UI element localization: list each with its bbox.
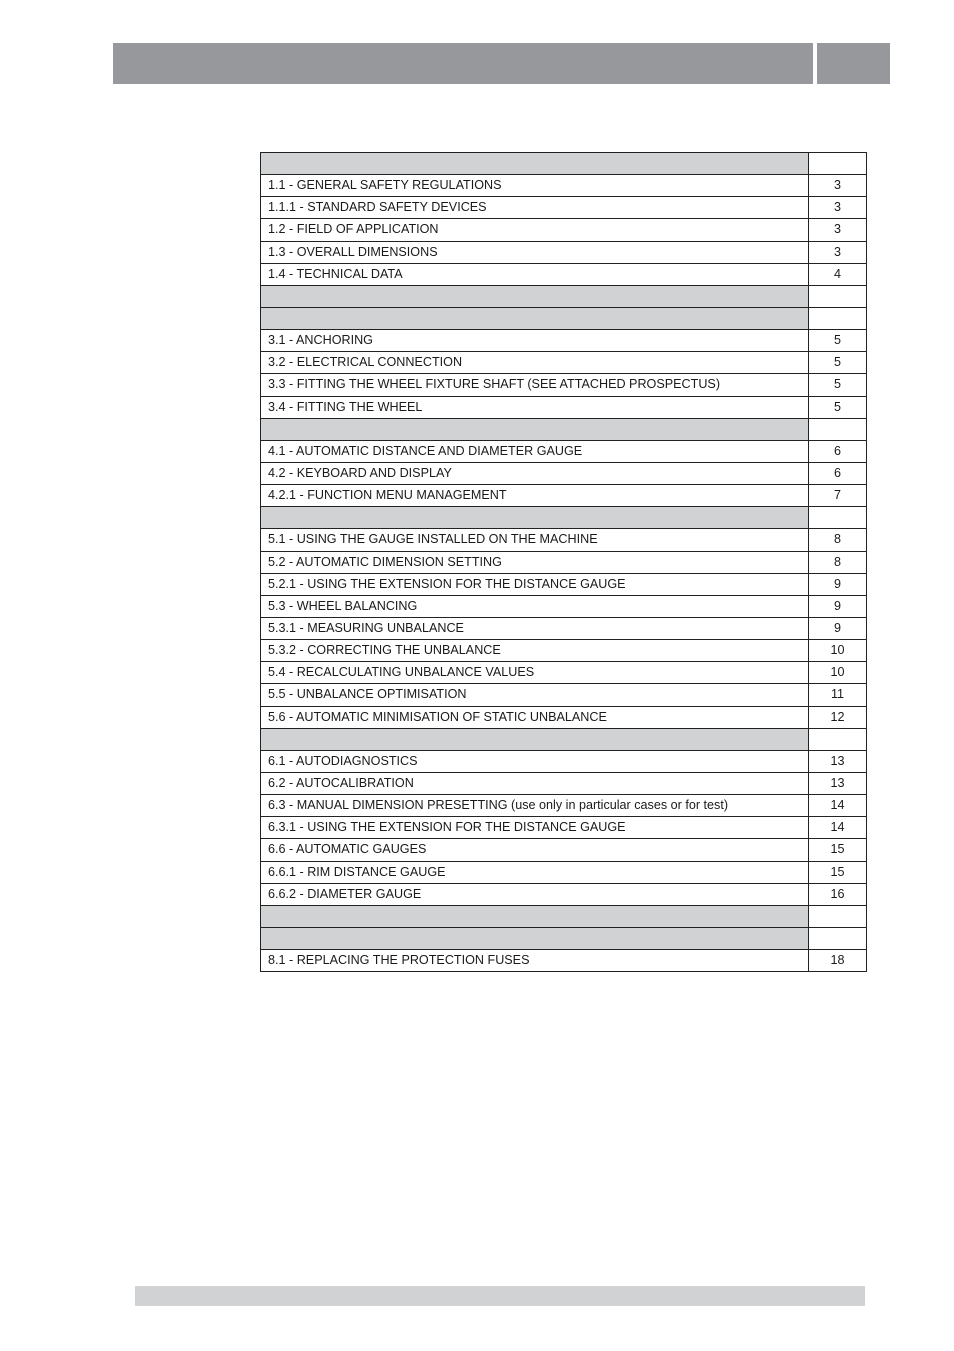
toc-section-row (261, 419, 867, 441)
toc-section-row (261, 153, 867, 175)
toc-section-title (261, 928, 809, 949)
toc-section-title (261, 419, 809, 440)
toc-page-number: 3 (809, 197, 867, 218)
toc-entry-row[interactable] (261, 197, 867, 219)
toc-page-number: 10 (809, 640, 867, 661)
toc-page-number: 10 (809, 662, 867, 683)
toc-entry-title: 5.1 - USING THE GAUGE INSTALLED ON THE MACHINE (261, 529, 809, 550)
toc-entry-row[interactable] (261, 950, 867, 972)
toc-page-number: 9 (809, 618, 867, 639)
toc-entry-row[interactable] (261, 529, 867, 551)
toc-entry-row[interactable] (261, 662, 867, 684)
toc-entry-title: 1.3 - OVERALL DIMENSIONS (261, 242, 809, 263)
toc-page-number: 5 (809, 330, 867, 351)
toc-entry-title: 5.2 - AUTOMATIC DIMENSION SETTING (261, 552, 809, 573)
toc-page-number: 14 (809, 817, 867, 838)
toc-entry-title: 1.1.1 - STANDARD SAFETY DEVICES (261, 197, 809, 218)
toc-entry-row[interactable] (261, 175, 867, 197)
toc-page-number: 6 (809, 441, 867, 462)
toc-entry-title: 6.6.2 - DIAMETER GAUGE (261, 884, 809, 905)
toc-entry-title: 5.3.2 - CORRECTING THE UNBALANCE (261, 640, 809, 661)
toc-section-row (261, 729, 867, 751)
toc-entry-row[interactable] (261, 552, 867, 574)
toc-entry-title: 6.3 - MANUAL DIMENSION PRESETTING (use only in particular cases or for test) (261, 795, 809, 816)
toc-entry-title: 4.2 - KEYBOARD AND DISPLAY (261, 463, 809, 484)
toc-entry-row[interactable] (261, 618, 867, 640)
toc-section-row (261, 286, 867, 308)
toc-page-number (809, 286, 867, 307)
toc-entry-title: 5.3 - WHEEL BALANCING (261, 596, 809, 617)
toc-entry-title: 5.2.1 - USING THE EXTENSION FOR THE DISTANCE GAUGE (261, 574, 809, 595)
toc-page-number: 5 (809, 374, 867, 395)
toc-page-number: 6 (809, 463, 867, 484)
toc-entry-row[interactable] (261, 219, 867, 241)
toc-section-title (261, 308, 809, 329)
table-of-contents (260, 152, 867, 972)
toc-entry-row[interactable] (261, 817, 867, 839)
header-bar (113, 43, 813, 84)
toc-entry-title: 6.6 - AUTOMATIC GAUGES (261, 839, 809, 860)
toc-entry-title: 4.1 - AUTOMATIC DISTANCE AND DIAMETER GAUGE (261, 441, 809, 462)
toc-section-title (261, 153, 809, 174)
toc-page-number: 15 (809, 862, 867, 883)
toc-entry-title: 5.4 - RECALCULATING UNBALANCE VALUES (261, 662, 809, 683)
footer-bar (135, 1286, 865, 1306)
toc-entry-row[interactable] (261, 751, 867, 773)
toc-page-number: 12 (809, 707, 867, 728)
toc-entry-title: 6.6.1 - RIM DISTANCE GAUGE (261, 862, 809, 883)
toc-section-title (261, 906, 809, 927)
toc-entry-title: 3.4 - FITTING THE WHEEL (261, 397, 809, 418)
toc-page-number: 5 (809, 352, 867, 373)
toc-entry-title: 5.6 - AUTOMATIC MINIMISATION OF STATIC UNBALANCE (261, 707, 809, 728)
toc-page-number (809, 507, 867, 528)
toc-entry-row[interactable] (261, 884, 867, 906)
toc-page-number: 14 (809, 795, 867, 816)
toc-page-number: 8 (809, 529, 867, 550)
toc-entry-title: 1.1 - GENERAL SAFETY REGULATIONS (261, 175, 809, 196)
toc-entry-title: 6.2 - AUTOCALIBRATION (261, 773, 809, 794)
toc-entry-title: 3.2 - ELECTRICAL CONNECTION (261, 352, 809, 373)
toc-page-number: 11 (809, 684, 867, 705)
toc-section-row (261, 928, 867, 950)
toc-section-row (261, 308, 867, 330)
toc-page-number: 3 (809, 175, 867, 196)
toc-page-number (809, 308, 867, 329)
toc-section-title (261, 286, 809, 307)
toc-entry-row[interactable] (261, 441, 867, 463)
toc-page-number (809, 906, 867, 927)
toc-page-number (809, 729, 867, 750)
toc-entry-row[interactable] (261, 773, 867, 795)
toc-page-number (809, 928, 867, 949)
toc-entry-row[interactable] (261, 862, 867, 884)
toc-page-number: 16 (809, 884, 867, 905)
toc-page-number (809, 153, 867, 174)
toc-entry-row[interactable] (261, 264, 867, 286)
toc-entry-row[interactable] (261, 374, 867, 396)
toc-entry-row[interactable] (261, 485, 867, 507)
toc-section-title (261, 729, 809, 750)
toc-entry-title: 6.1 - AUTODIAGNOSTICS (261, 751, 809, 772)
toc-entry-row[interactable] (261, 330, 867, 352)
toc-entry-title: 1.2 - FIELD OF APPLICATION (261, 219, 809, 240)
toc-entry-row[interactable] (261, 684, 867, 706)
toc-entry-row[interactable] (261, 795, 867, 817)
toc-section-row (261, 507, 867, 529)
toc-entry-row[interactable] (261, 574, 867, 596)
toc-entry-title: 4.2.1 - FUNCTION MENU MANAGEMENT (261, 485, 809, 506)
toc-page-number: 3 (809, 242, 867, 263)
toc-entry-title: 5.5 - UNBALANCE OPTIMISATION (261, 684, 809, 705)
toc-page-number: 3 (809, 219, 867, 240)
toc-entry-row[interactable] (261, 397, 867, 419)
toc-page-number: 13 (809, 751, 867, 772)
toc-page-number: 18 (809, 950, 867, 971)
toc-entry-row[interactable] (261, 596, 867, 618)
toc-page-number: 4 (809, 264, 867, 285)
toc-section-title (261, 507, 809, 528)
toc-entry-row[interactable] (261, 640, 867, 662)
toc-entry-row[interactable] (261, 352, 867, 374)
toc-entry-title: 5.3.1 - MEASURING UNBALANCE (261, 618, 809, 639)
toc-entry-row[interactable] (261, 839, 867, 861)
toc-page-number: 15 (809, 839, 867, 860)
toc-page-number: 5 (809, 397, 867, 418)
toc-page-number: 9 (809, 574, 867, 595)
toc-page-number: 8 (809, 552, 867, 573)
toc-entry-row[interactable] (261, 463, 867, 485)
toc-section-row (261, 906, 867, 928)
toc-entry-title: 3.1 - ANCHORING (261, 330, 809, 351)
toc-entry-title: 6.3.1 - USING THE EXTENSION FOR THE DISTANCE GAUGE (261, 817, 809, 838)
toc-entry-title: 3.3 - FITTING THE WHEEL FIXTURE SHAFT (SEE ATTACHED PROSPECTUS) (261, 374, 809, 395)
header-page-box (817, 43, 890, 84)
toc-entry-row[interactable] (261, 242, 867, 264)
toc-page-number (809, 419, 867, 440)
toc-page-number: 9 (809, 596, 867, 617)
toc-entry-title: 8.1 - REPLACING THE PROTECTION FUSES (261, 950, 809, 971)
toc-page-number: 13 (809, 773, 867, 794)
toc-entry-title: 1.4 - TECHNICAL DATA (261, 264, 809, 285)
toc-entry-row[interactable] (261, 707, 867, 729)
toc-page-number: 7 (809, 485, 867, 506)
